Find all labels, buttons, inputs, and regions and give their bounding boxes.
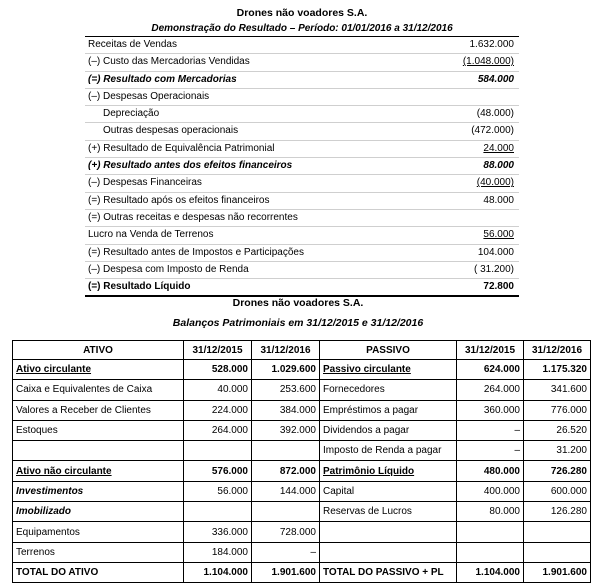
dre-label: (=) Resultado após os efeitos financeiros — [88, 194, 270, 206]
balance-sheet-subtitle: Balanços Patrimoniais em 31/12/2015 e 31/12/2016 — [172, 317, 424, 329]
table-cell: 1.104.000 — [457, 562, 524, 582]
dre-value: 56.000 — [483, 229, 514, 241]
dre-row — [85, 141, 519, 158]
table-cell: 776.000 — [524, 400, 591, 420]
table-row — [13, 380, 591, 400]
table-cell: 392.000 — [252, 420, 320, 440]
table-cell — [252, 502, 320, 522]
table-cell — [457, 542, 524, 562]
table-cell: – — [457, 420, 524, 440]
dre-label: (–) Despesas Financeiras — [88, 177, 202, 189]
table-cell: TOTAL DO ATIVO — [13, 562, 184, 582]
dre-value: 584.000 — [477, 73, 514, 85]
dre-row — [85, 123, 519, 140]
table-cell: 480.000 — [457, 461, 524, 481]
table-row — [13, 360, 591, 380]
table-cell: Valores a Receber de Clientes — [13, 400, 184, 420]
table-cell: 80.000 — [457, 502, 524, 522]
dre-label: (=) Resultado antes de Impostos e Participações — [88, 246, 304, 258]
table-cell: 184.000 — [184, 542, 252, 562]
dre-label: Receitas de Vendas — [88, 39, 177, 50]
balance-sheet-company: Drones não voadores S.A. — [232, 297, 364, 309]
table-cell: Fornecedores — [320, 380, 457, 400]
table-cell: 600.000 — [524, 481, 591, 501]
table-cell: Estoques — [13, 420, 184, 440]
dre-row — [85, 158, 519, 175]
table-cell: 624.000 — [457, 360, 524, 380]
table-row — [13, 441, 591, 461]
table-cell: 144.000 — [252, 481, 320, 501]
table-cell — [524, 522, 591, 542]
table-cell: Empréstimos a pagar — [320, 400, 457, 420]
income-statement-company: Drones não voadores S.A. — [236, 7, 368, 19]
dre-value: (1.048.000) — [462, 56, 514, 68]
table-cell — [184, 502, 252, 522]
table-cell: 576.000 — [184, 461, 252, 481]
table-cell: Capital — [320, 481, 457, 501]
table-cell: 1.901.600 — [252, 562, 320, 582]
table-cell: 1.104.000 — [184, 562, 252, 582]
table-cell: Patrimônio Líquido — [320, 461, 457, 481]
table-cell: Reservas de Lucros — [320, 502, 457, 522]
dre-label: (–) Despesa com Imposto de Renda — [88, 263, 249, 275]
table-cell: 360.000 — [457, 400, 524, 420]
column-header: 31/12/2016 — [524, 341, 591, 360]
table-row — [13, 420, 591, 440]
dre-value: ( 31.200) — [473, 263, 514, 275]
table-cell: 400.000 — [457, 481, 524, 501]
table-cell: – — [252, 542, 320, 562]
income-statement — [85, 6, 519, 297]
table-cell: 126.280 — [524, 502, 591, 522]
table-cell: Equipamentos — [13, 522, 184, 542]
dre-row — [85, 106, 519, 123]
column-header: 31/12/2015 — [457, 341, 524, 360]
column-header: 31/12/2015 — [184, 341, 252, 360]
dre-value: 24.000 — [483, 142, 514, 154]
table-cell — [184, 441, 252, 461]
dre-row — [85, 210, 519, 227]
table-row — [13, 522, 591, 542]
table-cell: Ativo circulante — [13, 360, 184, 380]
table-cell: 1.029.600 — [252, 360, 320, 380]
table-cell — [252, 441, 320, 461]
dre-value: (472.000) — [471, 125, 514, 137]
dre-row — [85, 89, 519, 106]
dre-label: (+) Resultado antes dos efeitos financeiros — [88, 160, 293, 172]
table-cell — [524, 542, 591, 562]
table-row — [13, 461, 591, 481]
table-cell: 26.520 — [524, 420, 591, 440]
table-cell: 264.000 — [457, 380, 524, 400]
table-cell: Caixa e Equivalentes de Caixa — [13, 380, 184, 400]
income-statement-subtitle: Demonstração do Resultado – Período: 01/01/2016 a 31/12/2016 — [85, 21, 519, 37]
column-header: PASSIVO — [320, 341, 457, 360]
dre-value: 104.000 — [477, 246, 514, 258]
table-cell: 31.200 — [524, 441, 591, 461]
table-cell — [457, 522, 524, 542]
dre-label: (=) Resultado com Mercadorias — [88, 73, 237, 85]
column-header: ATIVO — [13, 341, 184, 360]
table-cell: 1.901.600 — [524, 562, 591, 582]
table-cell: Imposto de Renda a pagar — [320, 441, 457, 461]
dre-label: (=) Resultado Líquido — [88, 281, 191, 293]
dre-row — [85, 175, 519, 192]
table-cell: 336.000 — [184, 522, 252, 542]
table-cell: 56.000 — [184, 481, 252, 501]
table-cell: 528.000 — [184, 360, 252, 380]
table-cell: Passivo circulante — [320, 360, 457, 380]
dre-value: 88.000 — [483, 160, 514, 172]
table-cell: Dividendos a pagar — [320, 420, 457, 440]
table-header-row — [13, 341, 591, 360]
dre-row — [85, 245, 519, 262]
balance-sheet-table — [12, 340, 591, 583]
dre-value: 48.000 — [483, 194, 514, 206]
dre-value: (40.000) — [476, 177, 514, 189]
table-cell — [320, 542, 457, 562]
dre-row — [85, 37, 519, 54]
dre-row — [85, 72, 519, 89]
table-row — [13, 481, 591, 501]
dre-label: Lucro na Venda de Terrenos — [88, 229, 214, 241]
table-cell: 341.600 — [524, 380, 591, 400]
table-cell: Investimentos — [13, 481, 184, 501]
dre-label: (+) Resultado de Equivalência Patrimonial — [88, 142, 275, 154]
dre-label: (–) Despesas Operacionais — [88, 90, 210, 102]
table-cell: 384.000 — [252, 400, 320, 420]
table-cell: 40.000 — [184, 380, 252, 400]
dre-row — [85, 262, 519, 279]
table-cell: TOTAL DO PASSIVO + PL — [320, 562, 457, 582]
table-row — [13, 400, 591, 420]
table-row — [13, 542, 591, 562]
dre-label: (=) Outras receitas e despesas não recorrentes — [88, 211, 298, 223]
dre-label: Outras despesas operacionais — [103, 125, 239, 137]
table-cell: Ativo não circulante — [13, 461, 184, 481]
table-cell — [320, 522, 457, 542]
dre-row — [85, 227, 519, 244]
table-cell: 872.000 — [252, 461, 320, 481]
table-cell: 1.175.320 — [524, 360, 591, 380]
table-cell: Terrenos — [13, 542, 184, 562]
dre-row — [85, 54, 519, 71]
column-header: 31/12/2016 — [252, 341, 320, 360]
table-cell — [13, 441, 184, 461]
dre-value: 72.800 — [483, 281, 514, 293]
table-cell: 728.000 — [252, 522, 320, 542]
dre-value: 1.632.000 — [469, 39, 514, 50]
table-cell: 264.000 — [184, 420, 252, 440]
dre-label: Depreciação — [103, 108, 160, 120]
table-row — [13, 502, 591, 522]
table-cell: 726.280 — [524, 461, 591, 481]
dre-row — [85, 193, 519, 210]
table-cell: – — [457, 441, 524, 461]
dre-row — [85, 279, 519, 297]
table-cell: 224.000 — [184, 400, 252, 420]
table-cell: 253.600 — [252, 380, 320, 400]
dre-value: (48.000) — [476, 108, 514, 120]
dre-label: (–) Custo das Mercadorias Vendidas — [88, 56, 250, 68]
table-cell: Imobilizado — [13, 502, 184, 522]
